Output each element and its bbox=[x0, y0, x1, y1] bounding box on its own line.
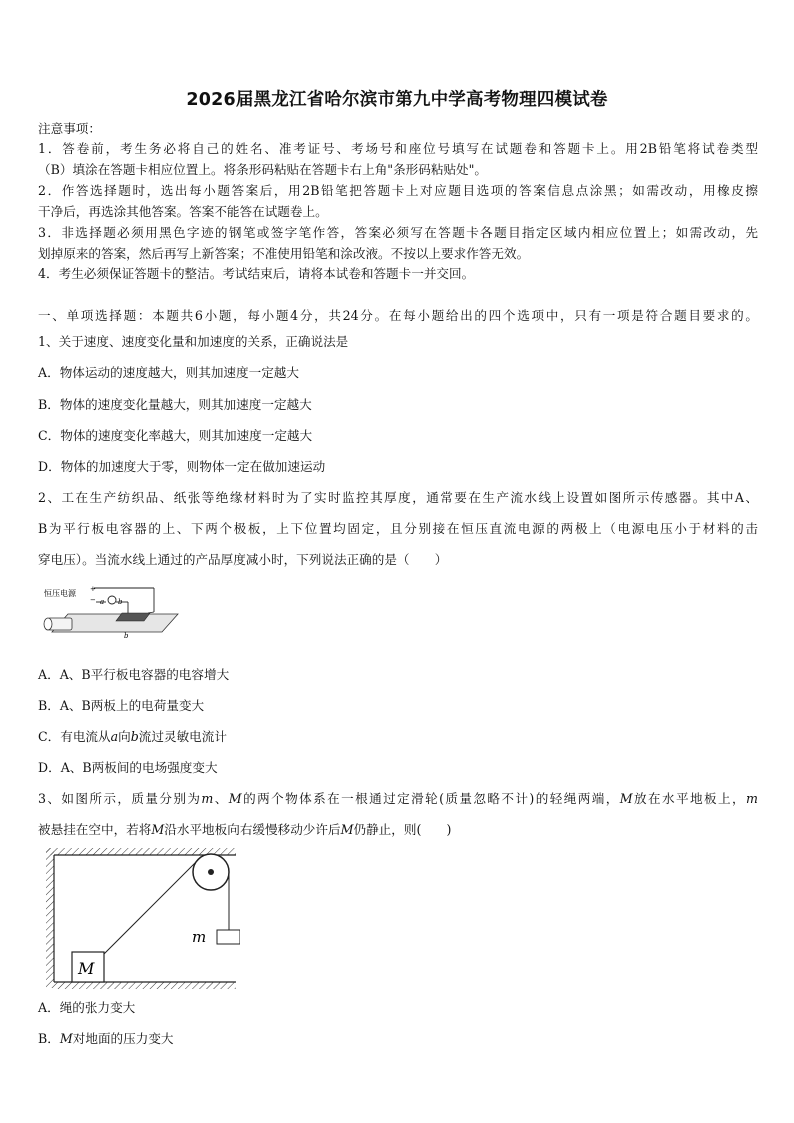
notice-line: 1．答卷前，考生务必将自己的姓名、准考证号、考场号和座位号填写在试题卷和答题卡上。用2B铅笔将试卷类型 bbox=[38, 141, 758, 156]
pulley-axle-icon bbox=[208, 869, 214, 875]
terminal-b-label: b bbox=[118, 598, 123, 606]
question-2-option-d: D．A、B两板间的电场强度变大 bbox=[38, 760, 218, 775]
question-1-stem: 1、关于速度、速度变化量和加速度的关系，正确说法是 bbox=[38, 334, 349, 349]
notice-line: 干净后，再选涂其他答案。答案不能答在试题卷上。 bbox=[38, 204, 328, 219]
notice-heading: 注意事项： bbox=[38, 121, 101, 136]
question-2-stem: B为平行板电容器的上、下两个极板，上下位置均固定，且分别接在恒压直流电源的两极上（电源电压小于材料的击 bbox=[38, 521, 758, 536]
page-title: 2026届黑龙江省哈尔滨市第九中学高考物理四模试卷 bbox=[186, 90, 608, 110]
section-header: 一、单项选择题：本题共6小题，每小题4分，共24分。在每小题给出的四个选项中，只有一项是符合题目要求的。 bbox=[38, 308, 758, 323]
galvanometer-icon bbox=[108, 596, 116, 604]
plus-sign: + bbox=[90, 585, 96, 593]
floor-hatch bbox=[54, 982, 236, 989]
notice-line: 划掉原来的答案，然后再写上新答案；不准使用铅笔和涂改液。不按以上要求作答无效。 bbox=[38, 246, 530, 261]
capacitor-sensor-figure bbox=[38, 580, 188, 642]
question-3-stem: 被悬挂在空中，若将M沿水平地板向右缓慢移动少许后M仍静止，则( ) bbox=[38, 822, 452, 837]
wall-hatch bbox=[46, 848, 54, 988]
question-3-option-b: B．M对地面的压力变大 bbox=[38, 1031, 174, 1046]
question-1-option-c: C．物体的速度变化率越大，则其加速度一定越大 bbox=[38, 428, 313, 443]
rope-slanted bbox=[104, 857, 201, 954]
question-1-option-b: B．物体的速度变化量越大，则其加速度一定越大 bbox=[38, 397, 312, 412]
capacitor-plate-a bbox=[116, 613, 150, 621]
question-1-option-d: D．物体的加速度大于零，则物体一定在做加速运动 bbox=[38, 459, 326, 474]
minus-sign: − bbox=[90, 596, 96, 604]
question-3-stem: 3、如图所示，质量分别为m、M的两个物体系在一根通过定滑轮(质量忽略不计)的轻绳两端，M放在水平地板上，m bbox=[38, 791, 758, 806]
plate-b-label: b bbox=[124, 632, 129, 640]
mass-m-label: m bbox=[192, 928, 207, 946]
roll-end-icon bbox=[44, 618, 52, 630]
small-mass-block bbox=[217, 930, 240, 944]
power-source-label: 恒压电源 bbox=[44, 589, 76, 598]
notice-line: （B）填涂在答题卡相应位置上。将条形码粘贴在答题卡右上角"条形码粘贴处"。 bbox=[38, 162, 488, 177]
question-3-option-a: A．绳的张力变大 bbox=[38, 1000, 136, 1015]
notice-line: 4．考生必须保证答题卡的整洁。考试结束后，请将本试卷和答题卡一并交回。 bbox=[38, 266, 475, 281]
notice-line: 3．非选择题必须用黑色字迹的钢笔或签字笔作答，答案必须写在答题卡各题目指定区域内相应位置上；如需改动，先 bbox=[38, 225, 758, 240]
terminal-a-label: a bbox=[100, 598, 105, 606]
question-2-stem: 穿电压）。当流水线上通过的产品厚度减小时，下列说法正确的是（ ） bbox=[38, 552, 448, 567]
question-2-option-c: C．有电流从a向b流过灵敏电流计 bbox=[38, 729, 227, 744]
question-2-stem: 2、工在生产纺织品、纸张等绝缘材料时为了实时监控其厚度，通常要在生产流水线上设置如图所示传感器。其中A、 bbox=[38, 490, 758, 505]
question-1-option-a: A．物体运动的速度越大，则其加速度一定越大 bbox=[38, 365, 299, 380]
notice-line: 2．作答选择题时，选出每小题答案后，用2B铅笔把答题卡上对应题目选项的答案信息点涂黑；如需改动，用橡皮擦 bbox=[38, 183, 758, 198]
question-2-option-a: A．A、B平行板电容器的电容增大 bbox=[38, 667, 230, 682]
question-2-option-b: B．A、B两板上的电荷量变大 bbox=[38, 698, 205, 713]
pulley-figure bbox=[40, 844, 240, 992]
mass-M-label: M bbox=[78, 959, 95, 978]
